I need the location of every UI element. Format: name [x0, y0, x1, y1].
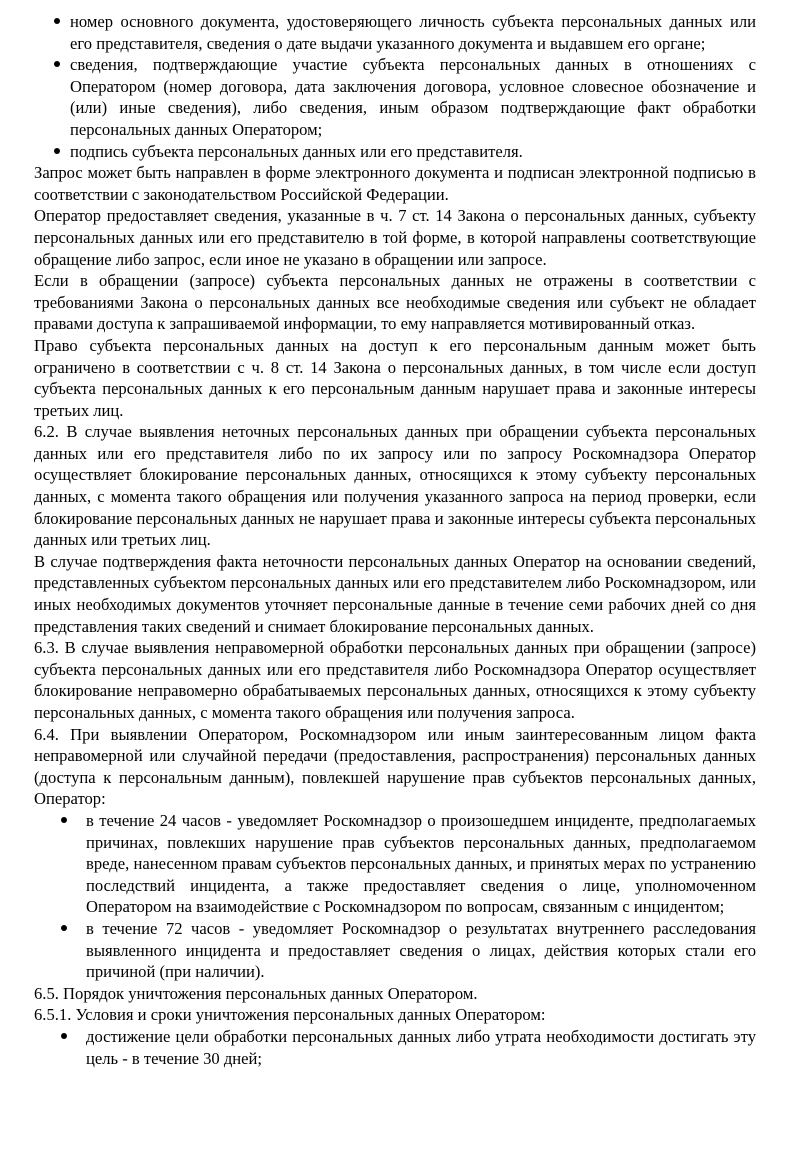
list-item [34, 810, 756, 918]
incident-notification-list [34, 810, 756, 983]
list-item [34, 918, 756, 983]
paragraph-refusal: Если в обращении (запросе) субъекта персональных данных не отражены в соответствии с требованиями Закона о персональных данных все необходимые сведения или субъект не обладает правами доступа к запрашиваемой информации, то ему направляется мотивированный отказ. [34, 271, 756, 334]
list-item [34, 11, 756, 54]
section-6-5-1: 6.5.1. Условия и сроки уничтожения персональных данных Оператором: [34, 1005, 546, 1025]
section-6-3: 6.3. В случае выявления неправомерной обработки персональных данных при обращении (запросе) субъекта персональных данных или его представителя либо Роскомнадзора Оператор осуществляет блокирование неправомерно обрабатываемых персональных данных, относящихся к этому субъекту персональных данных, с момента такого обращения или получения запроса. [34, 638, 756, 722]
bullet-icon [61, 1033, 67, 1039]
list-item [34, 54, 756, 140]
list-item-text: в течение 72 часов - уведомляет Роскомнадзор о результатах внутреннего расследования выявленного инцидента и предоставляет сведения о лицах, действия которых стали его причиной (при наличии). [86, 918, 756, 982]
paragraph-operator-provides: Оператор предоставляет сведения, указанные в ч. 7 ст. 14 Закона о персональных данных, субъекту персональных данных или его представителю в той форме, в которой направлены соответствующие обращение либо запрос, если иное не указано в обращении или запросе. [34, 206, 756, 269]
bullet-icon [54, 148, 60, 154]
section-6-5: 6.5. Порядок уничтожения персональных данных Оператором. [34, 983, 478, 1003]
section-6-2: 6.2. В случае выявления неточных персональных данных при обращении субъекта персональных данных или его представителя либо по их запросу или по запросу Роскомнадзора Оператор осуществляет блокирование персональных данных, относящихся к этому субъекту персональных данных, с момента такого обращения или получения указанного запроса на период проверки, если блокирование персональных данных не нарушает права и законные интересы субъекта персональных данных или третьих лиц. [34, 422, 756, 550]
section-6-4: 6.4. При выявлении Оператором, Роскомнадзором или иным заинтересованным лицом факта неправомерной или случайной передачи (предоставления, распространения) персональных данных (доступа к персональным данным), повлекшей нарушение прав субъектов персональных данных, Оператор: [34, 724, 756, 809]
bullet-icon [54, 18, 60, 24]
list-item-text: номер основного документа, удостоверяющего личность субъекта персональных данных или его представителя, сведения о дате выдачи указанного документа и выдавшем его органе; [70, 12, 756, 53]
bullet-icon [61, 817, 67, 823]
paragraph-access-limited: Право субъекта персональных данных на доступ к его персональным данным может быть ограничено в соответствии с ч. 8 ст. 14 Закона о персональных данных, в том числе если доступ субъекта персональных данных к его персональным данным нарушает права и законные интересы третьих лиц. [34, 335, 756, 420]
bullet-icon [61, 925, 67, 931]
request-requirements-list [34, 11, 756, 162]
paragraph-inaccuracy-confirmed: В случае подтверждения факта неточности персональных данных Оператор на основании сведений, представленных субъектом персональных данных или его представителем либо Роскомнадзором, или иных необходимых документов уточняет персональные данные в течение семи рабочих дней со дня представления таких сведений и снимает блокирование персональных данных. [34, 551, 756, 636]
bullet-icon [54, 61, 60, 67]
list-item-text: достижение цели обработки персональных данных либо утрата необходимости достигать эту цель - в течение 30 дней; [86, 1026, 756, 1068]
destruction-conditions-list [34, 1026, 756, 1069]
list-item-text: в течение 24 часов - уведомляет Роскомнадзор о произошедшем инциденте, предполагаемых причинах, повлекших нарушение прав субъектов персональных данных, предполагаемом вреде, нанесенном правам субъектов персональных данных, и принятых мерах по устранению последствий инцидента, а также предоставляет сведения о лице, уполномоченном Оператором на взаимодействие с Роскомнадзором по вопросам, связанным с инцидентом; [86, 810, 756, 917]
list-item-text: подпись субъекта персональных данных или его представителя. [70, 141, 523, 161]
list-item [34, 141, 756, 163]
list-item-text: сведения, подтверждающие участие субъекта персональных данных в отношениях с Оператором (номер договора, дата заключения договора, условное словесное обозначение и (или) иные сведения), либо сведения, иным образом подтверждающие факт обработки персональных данных Оператором; [70, 55, 756, 139]
list-item [34, 1026, 756, 1069]
paragraph-electronic-request: Запрос может быть направлен в форме электронного документа и подписан электронной подписью в соответствии с законодательством Российской Федерации. [34, 163, 756, 204]
